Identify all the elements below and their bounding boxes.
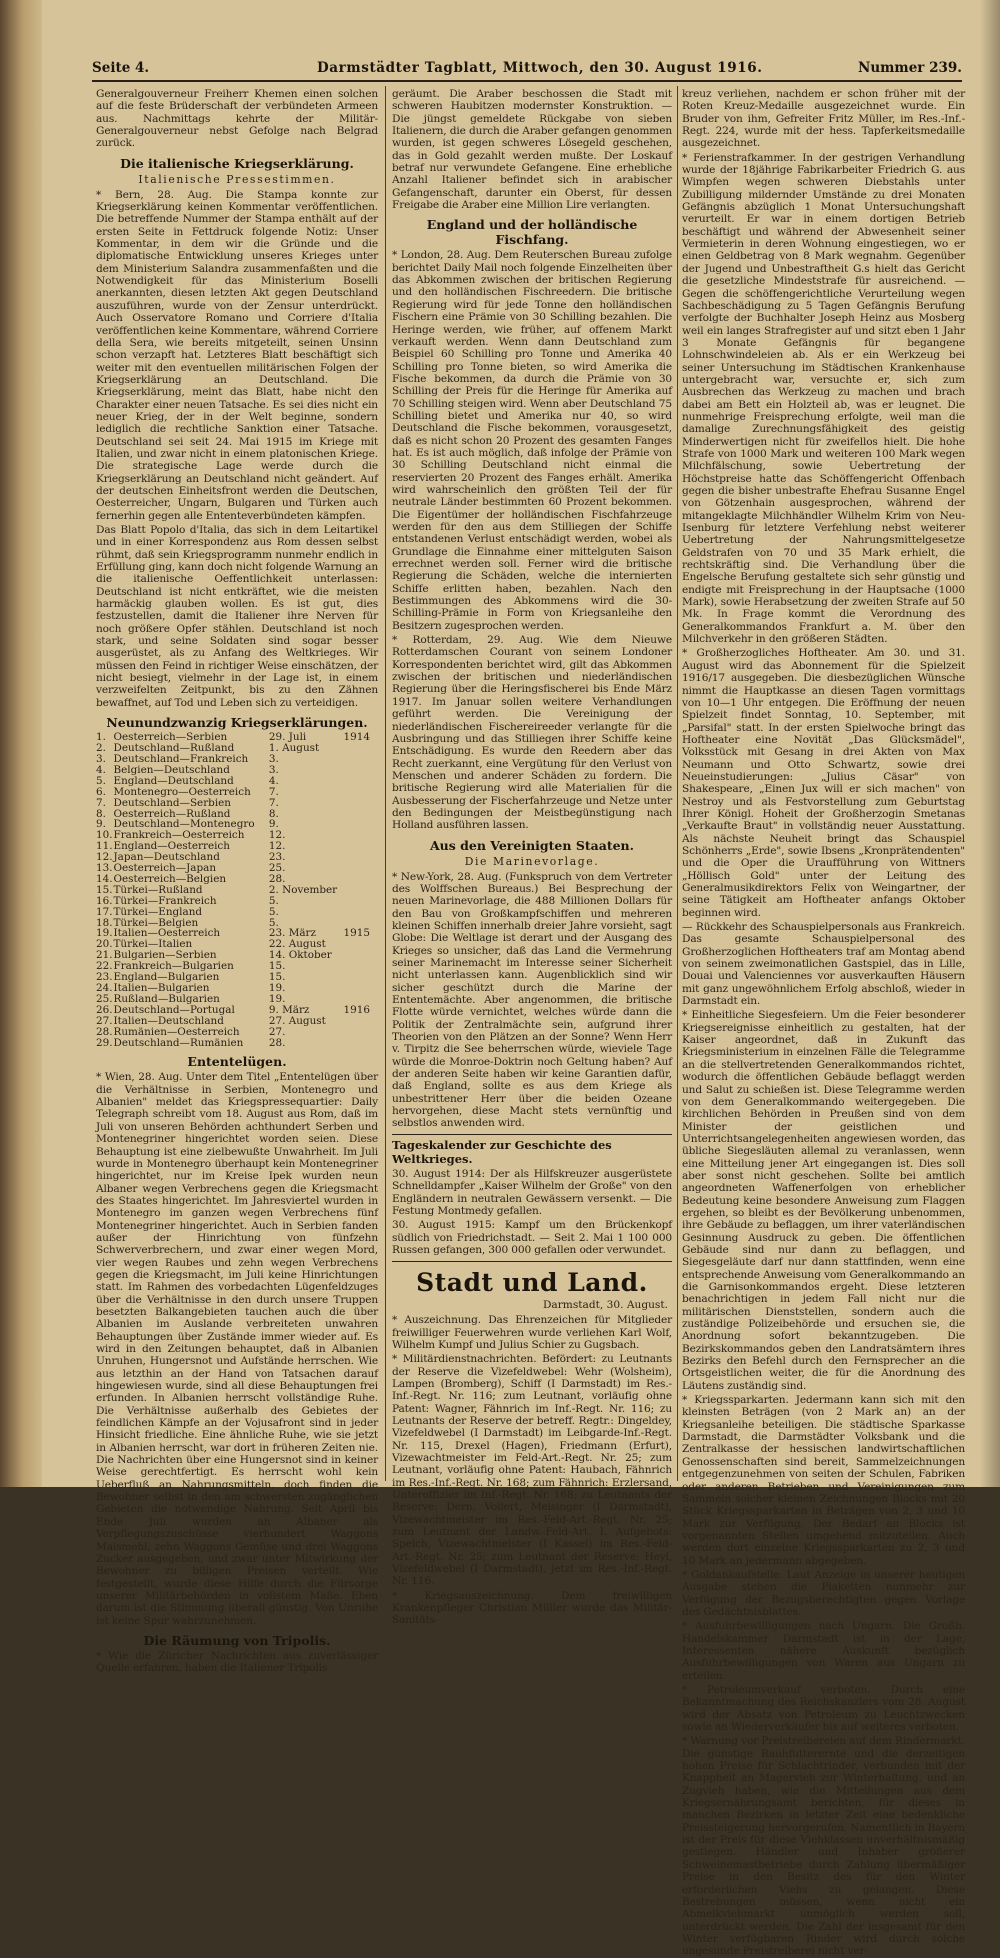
declaration-number: 26. (96, 1003, 113, 1016)
article-text: * Warnung vor Preistreibereien auf dem Rindermarkt. Die günstige Rauhfutterernte und die derzeitigen hohen Preise für Schlachtrinder, verbunden mit der Knappheit an Magervieh zur Winterhaltung, und an Zugvieh haben, wie die Mitteilungen aus dem Kriegsernährungsamt berichten, für dieses in manchen Bezirken in letzter Zeit eine bedenkliche Preissteigerung hervorgerufen. Namentlich in Bayern ist der Preis für diese Viehklassen unverhältnismäßig gestiegen. Händler und Inhaber größerer Schweinemastbetriebe durch Zahlung übermäßiger Preise in den Besitz des für den Winter erforderlichen Viehs zu gelangen. Diese Bestrebungen müssen, wenn nicht ein Abmelkviehmarkt unmöglich werden soll, unterdrückt werden. Die Zahl der insgesamt für den Winter verfügbaren Rinder wird durch solche ungesunde Preistreiberei nicht ver- (682, 1735, 965, 1958)
declaration-parties: Bulgarien—Serbien (113, 949, 217, 962)
declaration-number: 13. (96, 862, 113, 875)
declaration-year (341, 983, 378, 994)
declaration-parties: Türkei—England (113, 905, 203, 918)
declaration-year (341, 939, 378, 950)
article-text: * New-York, 28. Aug. (Funkspruch von dem Vertreter des Wolffschen Bureaus.) Bei Besprechung der neuen Marinevorlage, die 488 Millionen Dollars für den Bau von Großkampfschiffen und mehreren kleinen Schiffen innerhalb dreier Jahre vorsieht, sagt Globe: Die Weltlage ist derart und der Ausgang des Krieges so unsicher, daß das Land die Vermehrung seiner Marinemacht im Interesse seiner Sicherheit nicht unterlassen kann. Augenblicklich sind wir sicher geschützt durch die Marine der Ententemächte. Aber angenommen, die britische Flotte würde vernichtet, welches würde dann die Politik der Zentralmächte sein, aufgrund ihrer Theorien von den Plätzen an der Sonne? Wenn Herr v. Tirpitz die See beherrschen würde, wieviele Tage würde die Monroe-Doktrin noch Geltung haben? Auf der anderen Seite haben wir keine Garantien dafür, daß England, sollte es aus dem Kriege als unbestrittener Herr über die beiden Ozeane hervorgehen, diese Macht stets vernünftig und selbstlos anwenden wird. (392, 870, 672, 1130)
page-header (92, 58, 962, 80)
column-divider (385, 86, 386, 1481)
declaration-year (341, 950, 378, 961)
declaration-date: 22. August (268, 938, 326, 951)
declaration-date: 7. (268, 796, 279, 809)
declaration-date: 4. (268, 774, 279, 787)
declaration-date: 14. Oktober (268, 949, 332, 962)
declaration-row (96, 787, 378, 798)
declaration-date: 23. März (268, 927, 316, 940)
article-subheading: Die Marinevorlage. (464, 854, 600, 868)
declaration-parties: Deutschland—Serbien (113, 796, 231, 809)
article-heading: Die italienische Kriegserklärung. (120, 155, 354, 171)
calendar-heading: Tageskalender zur Geschichte des Weltkrieges. (392, 1137, 612, 1166)
declaration-row (96, 798, 378, 809)
declaration-date: 9. (268, 818, 279, 831)
article-heading: Aus den Vereinigten Staaten. (429, 837, 634, 853)
column-1 (96, 88, 378, 1675)
column-3 (682, 88, 965, 1958)
declaration-year: 1916 (343, 1003, 370, 1016)
declaration-parties: England—Oesterreich (113, 840, 230, 853)
declaration-number: 22. (96, 960, 113, 973)
article-text: * Rotterdam, 29. Aug. Wie dem Nieuwe Rotterdamschen Courant von seinem Londoner Korrespondenten berichtet wird, gilt das Abkommen zwischen der britischen und niederländischen Regierung über die Heringsfischerei bis Ende März 1917. Im Januar sollen weitere Verhandlungen geführt werden. Die Vereinigung der niederländischen Fischereireeder verlangte für die Ausbringung und das Stilliegen ihrer Schiffe keine Entschädigung. Es wurde den Reedern aber das Recht zuerkannt, eine Vergütung für den Verlust von Menschen und anderer Schäden zu fordern. Die britische Regierung wird alle Materialien für die Ausbesserung der Fischerfahrzeuge und Netze unter den Bedingungen der Meistbegünstigung nach Holland ausführen lassen. (392, 634, 672, 832)
declaration-parties: Oesterreich—Belgien (113, 872, 227, 885)
dateline: Darmstadt, 30. August. (542, 1299, 668, 1312)
declaration-year (341, 776, 378, 787)
declaration-parties: Belgien—Deutschland (113, 763, 230, 776)
article-text: * Bern, 28. Aug. Die Stampa konnte zur Kriegserklärung keinen Kommentar veröffentlichen. Die betreffende Nummer der Stampa enthält auf der ersten Seite in Fettdruck folgende Notiz: Unser Kommentar, in dem wir die Gründe und die diplomatische Entwicklung unseres Krieges unter dem Ministerium Salandra zusammenfaßten und die Notwendigkeit für das Ministerium Boselli anerkannten, diesen letzten Akt gegen Deutschland auszuführen, wurde von der Zensur unterdrückt. Auch Osservatore Romano und Corriere d'Italia veröffentlichen keine Kommentare, während Corriere della Sera, wie bereits mitgeteilt, seinen Unsinn schon verzapft hat. Letzteres Blatt beschäftigt sich weiter mit den eventuellen militärischen Folgen der Kriegserklärung an Deutschland. Die Kriegserklärung, meint das Blatt, habe nicht den Charakter einer neuen Tatsache. Es sei dies nicht ein neuer Krieg, der in der Welt beginne, sondern lediglich die rechtliche Sanktion einer Tatsache. Deutschland sei seit 24. Mai 1915 im Kriege mit Italien, und zwar nicht in einem platonischen Kriege. Die strategische Lage werde durch die Kriegserklärung an Deutschland nicht geändert. Auf der deutschen Einheitsfront werden die Deutschen, Oesterreicher, Ungarn, Bulgaren und Türken auch fernerhin gegen alle Ententeverbündeten kämpfen. (96, 188, 378, 522)
declaration-year (341, 754, 378, 765)
declaration-number: 19. (96, 927, 113, 940)
declaration-date: 19. (268, 992, 286, 1005)
declaration-number: 3. (96, 752, 106, 765)
declaration-year (341, 1038, 378, 1049)
article-heading: England und der holländische Fischfang. (426, 217, 638, 248)
declarations-table (96, 732, 378, 1048)
declaration-parties: Türkei—Rußland (113, 883, 203, 896)
declaration-number: 4. (96, 763, 106, 776)
declaration-parties: Italien—Bulgarien (113, 982, 210, 994)
article-heading: Neunundzwanzig Kriegserklärungen. (106, 715, 368, 731)
declaration-date: 29. Juli (268, 731, 307, 744)
declaration-number: 1. (96, 731, 106, 744)
article-subheading: Italienische Pressestimmen. (138, 172, 336, 186)
declaration-date: 15. (268, 960, 286, 973)
declaration-parties: Italien—Oesterreich (113, 927, 221, 940)
page-number: Seite 4. (92, 60, 150, 76)
article-text: * Großherzogliches Hoftheater. Am 30. und 31. August wird das Abonnement für die Spielzeit 1916/17 ausgegeben. Die diesbezüglichen Wünsche nimmt die Hauptkasse an diesen Tagen vormittags von 10—1 Uhr entgegen. Die Eröffnung der neuen Spielzeit findet Sonntag, 10. September, mit „Parsifal" statt. In der ersten Spielwoche bringt das Hoftheater eine Novität „Das Glücksmädel", Volksstück mit Gesang in drei Akten von Max Neumann und Otto Schwartz, sowie drei Neueinstudierungen: „Julius Cäsar" von Shakespeare, „Einen Jux will er sich machen" von Nestroy und als Festvorstellung zum Geburtstag Ihrer Königl. Hoheit der Großherzogin Smetanas „Verkaufte Braut" in vollständig neuer Ausstattung. Als nächste Neuheit bringt das Schauspiel Schönherrs „Erde", sowie Ibsens „Kronprätendenten" und die Oper die Uraufführung von Wittners „Höllisch Gold" unter der Leitung des Generalmusikdirektors Felix von Weingartner, der seine Tätigkeit am Hoftheater anfangs Oktober beginnen wird. (682, 647, 965, 919)
declaration-parties: Oesterreich—Japan (113, 862, 217, 875)
declaration-parties: Deutschland—Rußland (113, 742, 235, 755)
declaration-year (341, 1027, 378, 1038)
declaration-number: 23. (96, 971, 113, 984)
declaration-number: 2. (96, 742, 106, 755)
declaration-date: 5. (268, 894, 279, 907)
declaration-number: 14. (96, 872, 113, 885)
declaration-date: 3. (268, 763, 279, 776)
declaration-date: 2. November (268, 883, 338, 896)
declaration-date: 12. (268, 829, 286, 842)
declaration-parties: Türkei—Belgien (113, 916, 199, 929)
declaration-year (341, 819, 378, 830)
column-divider (677, 86, 678, 1481)
declaration-number: 28. (96, 1025, 113, 1038)
article-text: geräumt. Die Araber beschossen die Stadt mit schweren Haubitzen modernster Konstruktion. — Die jüngst gemeldete Rückgabe von sieben Italienern, die durch die Araber gefangen genommen wurden, ist gegen schweres Lösegeld geschehen, das in Gold gezahlt werden mußte. Der Loskauf betraf nur verwundete Gefangene. Eine erhebliche Anzahl Italiener befindet sich in arabischer Gefangenschaft, darunter ein Oberst, für dessen Freigabe die Araber eine Million Lire verlangten. (392, 88, 672, 212)
declaration-parties: Rußland—Bulgarien (113, 992, 220, 1005)
article-text: * Auszeichnung. Das Ehrenzeichen für Mitglieder freiwilliger Feuerwehren wurde verliehen Karl Wolf, Wilhelm Kumpf und Julius Schier zu Gugsbach. (392, 1314, 672, 1351)
article-text: * Einheitliche Siegesfeiern. Um die Feier besonderer Kriegsereignisse einheitlich zu gestalten, hat der Kaiser angeordnet, daß in Zukunft das Kriegsministerium in einzelnen Fälle die Telegramme an die stellvertretenden Generalkommandos richtet, wodurch die öffentlichen Gebäude beflaggt werden und Salut zu schießen ist. Diese Telegramme werden von dem Generalkommando weitergegeben. Die kirchlichen Behörden in Preußen sind von dem Minister der geistlichen und Unterrichtsangelegenheiten angewiesen worden, das übliche Siegesläuten allemal zu veranlassen, wenn eine Mitteilung jener Art eingegangen ist. Dies soll aber sonst nicht geschehen. Sollte bei amtlich angeordneten Waffenerfolgen von erheblicher Bedeutung keine besondere Anweisung zum Flaggen ergehen, so bleibt es der Bevölkerung unbenommen, ihre Gebäude zu beflaggen, um ihrer vaterländischen Gesinnung Ausdruck zu geben. Die öffentlichen Gebäude sind nur dann zu beflaggen, und Siegesgeläute darf nur dann stattfinden, wenn eine entsprechende Anweisung vom Generalkommando an die Garnisonkommandos ergeht. Diese letzteren benachrichtigen in jedem Fall nicht nur die militärischen Dienststellen, sondern auch die zuständige Polizeibehörde und ersuchen sie, die Anordnung sofort bekanntzugeben. Die Bezirkskommandos geben den Landratsämtern ihres Bezirks den Befehl durch den Fernsprecher an die Ortsgeistlichen weiter, die für die Anordnung des Läutens zuständig sind. (682, 1009, 965, 1392)
article-text: kreuz verliehen, nachdem er schon früher mit der Roten Kreuz-Medaille ausgezeichnet wurde. Ein Bruder von ihm, Gefreiter Fritz Müller, im Res.-Inf.-Regt. 224, wurde mit der hess. Tapferkeitsmedaille ausgezeichnet. (682, 88, 965, 150)
declaration-year (341, 972, 378, 983)
declaration-date: 12. (268, 840, 286, 853)
declaration-parties: Rumänien—Oesterreich (113, 1025, 240, 1038)
article-heading: Ententelügen. (187, 1054, 287, 1070)
article-text: * Kriegssparkarten. Jedermann kann sich mit den kleinsten Beträgen (von 2 Mark an) an der Kriegsanleihe beteiligen. Die städtische Sparkasse Darmstadt, die Darmstädter Volksbank und die Zentralkasse der hessischen landwirtschaftlichen Genossenschaften sind bereit, Sammelzeichnungen entgegenzunehmen von seiten der Schulen, Fabriken oder anderen Betrieben und Vereinigungen zum Sammeln solcher kleinen Zeichnungen Blocks mit 20 Stück Kriegssparkarten in Beträgen von 2, 3 und 10 Mark zur Verfügung. Der Bedarf an Blocks ist vorgenannten Stellen umgehend mitzuteilen. Auch werden dort einzelne Kriegssparkarten zu 2, 3 und 10 Mark an jedermann abgegeben. (682, 1394, 965, 1567)
declaration-year (341, 743, 378, 754)
header-rule (92, 80, 962, 82)
declaration-parties: Italien—Deutschland (113, 1014, 224, 1027)
declaration-number: 21. (96, 949, 113, 962)
declaration-number: 5. (96, 774, 106, 787)
article-text: * London, 28. Aug. Dem Reuterschen Bureau zufolge berichtet Daily Mail noch folgende Einzelheiten über das Abkommen zwischen der britischen Regierung und den holländischen Fischreedern. Die britische Regierung wird für jede Tonne den holländischen Fischern eine Prämie von 30 Schilling bezahlen. Die Heringe werden, wie früher, auf offenem Markt verkauft werden. Wenn dann Deutschland zum Beispiel 60 Schilling pro Tonne und Amerika 40 Schilling pro Tonne bieten, so wird Amerika die Fische bekommen, da durch die Prämie von 30 Schilling der Preis für die Heringe für Amerika auf 70 Schilling steigen wird. Wenn aber Deutschland 75 Schilling bietet und Amerika nur 40, so wird Deutschland die Fische bekommen, vorausgesetzt, daß es nicht schon 20 Prozent des gesamten Fanges hat. Es ist auch möglich, daß infolge der Prämie von 30 Schilling Deutschland nicht einmal die reservierten 20 Prozent des Fanges erhält. Amerika wird wahrscheinlich den größten Teil der für neutrale Länder bestimmten 60 Prozent bekommen. Die Eigentümer der holländischen Fischfahrzeuge werden für den aus dem Stilliegen der Schiffe entstandenen Verlust entschädigt werden, wobei als Grundlage die Einnahme einer mittelguten Saison errechnet werden soll. Ferner wird die britische Regierung die Schäden, welche die internierten Schiffe erlitten haben, bezahlen. Nach den Bestimmungen des Abkommens wird die 30-Schilling-Prämie in Form von Kriegsanleihe den Besitzern zugesprochen werden. (392, 249, 672, 632)
declaration-date: 28. (268, 1036, 286, 1049)
article-text: * Petroleumverkauf verboten. Durch eine Bekanntmachung des Reichskanzlers vom 28. August wird der Absatz von Petroleum zu Leuchtzwecken sowie an Wiederverkäufer bis auf weiteres verboten. (682, 1684, 965, 1734)
declaration-number: 11. (96, 840, 113, 853)
declaration-number: 20. (96, 938, 113, 951)
declaration-number: 6. (96, 785, 106, 798)
declaration-date: 7. (268, 785, 279, 798)
declaration-number: 15. (96, 883, 113, 896)
declaration-year (341, 896, 378, 907)
article-heading: Die Räumung von Tripolis. (143, 1632, 331, 1648)
declaration-row (96, 907, 378, 918)
declaration-date: 15. (268, 971, 286, 984)
declaration-number: 18. (96, 916, 113, 929)
declaration-year (341, 841, 378, 852)
declaration-year (341, 961, 378, 972)
declaration-number: 10. (96, 829, 113, 842)
declaration-number: 25. (96, 992, 113, 1005)
declaration-parties: Oesterreich—Serbien (113, 731, 228, 744)
article-text: * Ausfuhrbewilligungen nach Ungarn. Die Großh. Handelskammer Darmstadt ist in der Lage, Interessenten nähere Auskunft bezüglich Ausfuhrbewilligungen von Waren aus Ungarn zu erteilen. (682, 1620, 965, 1682)
declaration-year (341, 809, 378, 820)
declaration-date: 9. März (268, 1003, 310, 1016)
declaration-parties: Frankreich—Bulgarien (113, 960, 234, 973)
declaration-year (341, 874, 378, 885)
declaration-number: 29. (96, 1036, 113, 1049)
declaration-number: 7. (96, 796, 106, 809)
declaration-parties: Deutschland—Montenegro (113, 818, 255, 831)
article-text: — Rückkehr des Schauspielpersonals aus Frankreich. Das gesamte Schauspielpersonal des Großherzoglichen Hoftheaters traf am Montag abend von seinem zweimonatlichen Gastspiel, das in Lille, Douai und Valenciennes vor ausverkauften Häusern mit ganz ungewöhnlichem Erfolg abschloß, wieder in Darmstadt ein. (682, 921, 965, 1008)
declaration-year (341, 830, 378, 841)
declaration-number: 9. (96, 818, 106, 831)
article-text: * Wien, 28. Aug. Unter dem Titel „Ententelügen über die Verhältnisse in Serbien, Montenegro und Albanien" meldet das Kriegspressequartier: Daily Telegraph schreibt vom 18. August aus Rom, daß im Juli von unseren Behörden achthundert Serben und Montenegriner hingerichtet worden seien. Diese Behauptung ist eine zielbewußte Unwahrheit. Im Juli wurde in Montenegro überhaupt kein Montenegriner hingerichtet, nur im Kreise Ipek wurden neun Albaner wegen Verbrechens gegen die Kriegsmacht des Staates hingerichtet. Im Jahresviertel wurden in Montenegro im ganzen wegen Verbrechens fünf Montenegriner hingerichtet. Auch in Serbien fanden außer der Hinrichtung von fünfzehn Schwerverbrechern, und zwar einer wegen Mord, vier wegen Raubes und zehn wegen Verbrechens gegen die Kriegsmacht, im Juli keine Hinrichtungen statt. Im Rahmen des vorbedachten Lügenfeldzuges über die Verhältnisse in den durch unsere Truppen besetzten Balkangebieten tauchen auch die über Albanien im Auslande verbreiteten unwahren Behauptungen über Zustände immer wieder auf. Es wird in den Zeitungen behauptet, daß in Albanien Unruhen, Hungersnot und Aufstände herrschen. Wie aus letzthin an der Hand von Tatsachen darauf hingewiesen wurde, sind all diese Behauptungen frei erfunden. In Albanien herrscht vollständige Ruhe. Die Verhältnisse außerhalb des Gebietes der feindlichen Kämpfe an der Vojusafront sind in jeder Hinsicht friedliche. Eine ähnliche Ruhe, wie sie jetzt in Albanien herrscht, war dort in früheren Zeiten nie. Die Nachrichten über eine Hungersnot sind in keiner Weise gerechtfertigt. Es herrscht wohl kein Ueberfluß an Nahrungsmitteln, doch finden die Bewohner selbst in den am schwersten zugänglichen Gebieten die notwendige Nahrung. Seit April bis Ende Juli wurden an Albaner als Verpflegungszuschüsse vierhundert Waggons Maismehl, zehn Waggons Gemüse und drei Waggons Zucker ausgegeben, und zwar unter Mitwirkung der Bewohner zu billigen Preisen verteilt. Wie festgestellt, wurde diese Hilfe durch die Fürsorge unserer Militärbehörden in vollstem Maße. Eben darum ist die Stimmung überall günstig. Von Unruhe ist keine Spur wahrzunehmen. (96, 1071, 378, 1627)
declaration-parties: Deutschland—Frankreich (113, 752, 249, 765)
calendar-entry: 30. August 1914: Der als Hilfskreuzer ausgerüstete Schnelldampfer „Kaiser Wilhelm der Große" von den Engländern in neutralen Gewässern versenkt. — Die Festung Montmedy gefallen. (392, 1167, 672, 1217)
declaration-date: 23. (268, 851, 286, 864)
article-text: Generalgouverneur Freiherr Khemen einen solchen auf die feste Brüderschaft der verbündeten Armeen aus. Nachmittags kehrte der Militär-Generalgouverneur nebst Gefolge nach Belgrad zurück. (96, 88, 378, 150)
declaration-year: 1915 (343, 927, 370, 940)
section-heading: Stadt und Land. (416, 1268, 648, 1298)
declaration-parties: England—Bulgarien (113, 971, 220, 984)
declaration-number: 27. (96, 1014, 113, 1027)
declaration-parties: Türkei—Frankreich (113, 894, 217, 907)
declaration-year (341, 798, 378, 809)
declaration-parties: Frankreich—Oesterreich (113, 829, 245, 842)
declaration-parties: Türkei—Italien (113, 938, 193, 951)
declaration-date: 5. (268, 905, 279, 918)
declaration-date: 3. (268, 752, 279, 765)
column-2 (392, 88, 672, 1627)
declaration-year (341, 765, 378, 776)
declaration-date: 19. (268, 982, 286, 994)
issue-number: Nummer 239. (857, 60, 962, 76)
declaration-number: 17. (96, 905, 113, 918)
declaration-parties: Japan—Deutschland (113, 851, 220, 864)
page-right-edge-shadow (980, 0, 1000, 1487)
declaration-year (341, 787, 378, 798)
declaration-year (341, 885, 378, 896)
calendar-entry: 30. August 1915: Kampf um den Brückenkopf südlich von Friedrichstadt. — Seit 2. Mai 1 100 000 Russen gefangen, 300 000 gefallen oder verwundet. (392, 1219, 672, 1256)
article-text: * Wie die Züricher Nachrichten aus zuverlässiger Quelle erfahren, haben die Italiener Tripolis (96, 1649, 378, 1675)
declaration-year (341, 1016, 378, 1027)
declaration-date: 28. (268, 872, 286, 885)
declaration-year (341, 852, 378, 863)
declaration-number: 24. (96, 982, 113, 994)
article-text: * Kriegsauszeichnung. Dem freiwilligen Krankenpfleger Christian Müller wurde das Militär-Sanitäts- (392, 1589, 672, 1627)
calendar-box (392, 1134, 672, 1262)
declaration-year (341, 907, 378, 918)
declaration-number: 12. (96, 851, 113, 864)
declaration-date: 27. August (268, 1014, 326, 1027)
declaration-number: 16. (96, 894, 113, 907)
declaration-date: 25. (268, 862, 286, 875)
page-edge-shadow (0, 0, 42, 1487)
declaration-parties: Deutschland—Portugal (113, 1003, 235, 1016)
declaration-row (96, 1027, 378, 1038)
declaration-row (96, 1038, 378, 1049)
declaration-date: 1. August (268, 742, 320, 755)
declaration-number: 8. (96, 807, 106, 820)
article-text: * Ferienstrafkammer. In der gestrigen Verhandlung wurde der 18jährige Fabrikarbeiter Friedrich G. aus Wimpfen wegen schweren Diebstahls unter Zubilligung mildernder Umstände zu drei Monaten Gefängnis abzüglich 1 Monat Untersuchungshaft verurteilt. Er war in einem dortigen Betrieb beschäftigt und während der Abwesenheit seiner Vermieterin in deren Wohnung eingestiegen, wo er einen Geldbetrag von 8 Mark wegnahm. Gegenüber der Jugend und Unbestraftheit G.s hielt das Gericht die gesetzliche Mindeststrafe für ausreichend. — Gegen die schöffengerichtliche Verurteilung wegen Sachbeschädigung zu 5 Tagen Gefängnis Berufung verfolgte der Buchhalter Joseph Heinz aus Mosberg weil ein langes Strafregister auf und sitzt eben 1 Jahr 3 Monate Gefängnis für begangene Lohnschwindeleien ab. Als er ein Werkzeug bei seiner Untersuchung im Städtischen Krankenhause untergebracht war, versuchte er, sich zum Ausbrechen das Werkzeug zu machen und brach dabei am Bett ein Holzteil ab, was er leugnet. Die nunmehrige Freisprechung erfolgte, weil man die damalige Zurechnungsfähigkeit des geistig Minderwertigen nicht für zweifellos hielt. Die hohe Strafe von 1000 Mark und weiteren 100 Mark wegen Milchfälschung, sowie Uebertretung der Höchstpreise hatte das Schöffengericht Offenbach gegen die bisher unbestrafte Ehefrau Susanne Engel von Götzenhain ausgesprochen, während der mitangeklagte Milchhändler Wilhelm Krim von Neu-Isenburg für letztere Verfehlung nebst weiterer Uebertretung der Nahrungsmittelgesetze Geldstrafen von 70 und 35 Mark erhielt, die rechtskräftig sind. Die Verhandlung über die Engelsche Berufung gestaltete sich sehr günstig und endigte mit Freisprechung in der Hauptsache (1000 Mark), sowie Herabsetzung der zweiten Strafe auf 50 Mk. In Frage kommt die Verordnung des Generalkommandos Frankfurt a. M. über den Milchverkehr in den größeren Städten. (682, 151, 965, 646)
declaration-row (96, 1016, 378, 1027)
declaration-parties: Montenegro—Oesterreich (113, 785, 251, 798)
declaration-parties: England—Deutschland (113, 774, 234, 787)
declaration-date: 5. (268, 916, 279, 929)
article-text: * Goldankaufstelle. Laut Anzeige in unserer heutigen Ausgabe stehen die Plaketten nunmehr zur Verfügung der Bezugsberechtigten gegen Vorlage des Gedächtnisblattes. (682, 1568, 965, 1618)
declaration-date: 27. (268, 1025, 286, 1038)
article-text: * Militärdienstnachrichten. Befördert: zu Leutnants der Reserve die Vizefeldwebel: Wehr (Wolsheim), Lampen (Bromberg), Schiff (I Darmstadt) im Res.-Inf.-Regt. Nr. 116; zum Leutnant, vorläufig ohne Patent: Wagner, Fähnrich im Inf.-Regt. Nr. 116; zu Leutnants der Reserve der betreff. Regtr.: Dingeldey, Vizefeldwebel (I Darmstadt) im Leibgarde-Inf.-Regt. Nr. 115, Drexel (Hagen), Friedmann (Erfurt), Vizewachtmeister im Feld-Art.-Regt. Nr. 25; zum Leutnant, vorläufig ohne Patent: Haubach, Fähnrich im Res.-Inf.-Regt. Nr. 168; zum Fähnrich: Erzlersand, Unteroffizier im Inf.-Regt. Nr. 168; zu Leutnants der Reserve: Dern, Vollert, Meisinger (I Darmstadt), Vizewachtmeister im Res.-Feld-Art.-Regt. Nr. 25; zum Leutnant der Landw.-Feld-Art. I. Aufgebots: Speich, Vizewachtmeister (I Kassel) im Res.-Feld-Art.-Regt. Nr. 25; zum Leutnant der Reserve: Heyl, Vizefeldwebel (I Darmstadt), jetzt im Res.-Inf.-Regt. Nr. 116. (392, 1353, 672, 1588)
declaration-parties: Deutschland—Rumänien (113, 1036, 244, 1049)
declaration-parties: Oesterreich—Rußland (113, 807, 231, 820)
declaration-year: 1914 (343, 731, 370, 744)
declaration-date: 8. (268, 807, 279, 820)
masthead-title: Darmstädter Tagblatt, Mittwoch, den 30. August 1916. (317, 60, 763, 76)
article-text: Das Blatt Popolo d'Italia, das sich in dem Leitartikel und in einer Korrespondenz aus Rom dessen selbst rühmt, daß sein Kriegsprogramm nunmehr endlich in Erfüllung ging, kann doch nicht folgende Warnung an die italienische Oeffentlichkeit unterlassen: Deutschland ist nicht entkräftet, wie die meisten harmäckig glauben wollen. Es ist gut, dies festzustellen, damit die Italiener ihre Nerven für noch größere Opfer stählen. Deutschland ist noch stark, und seine Soldaten sind sogar besser ausgerüstet, als zu Anfang des Weltkrieges. Wir müssen den Feind in richtiger Weise einschätzen, der nicht besiegt, vielmehr in der Lage ist, in einem verzweifelten Zeitpunkt, bis zu den Zähnen bewaffnet, auf Tod und Leben sich zu verteidigen. (96, 524, 378, 709)
declaration-year (341, 863, 378, 874)
